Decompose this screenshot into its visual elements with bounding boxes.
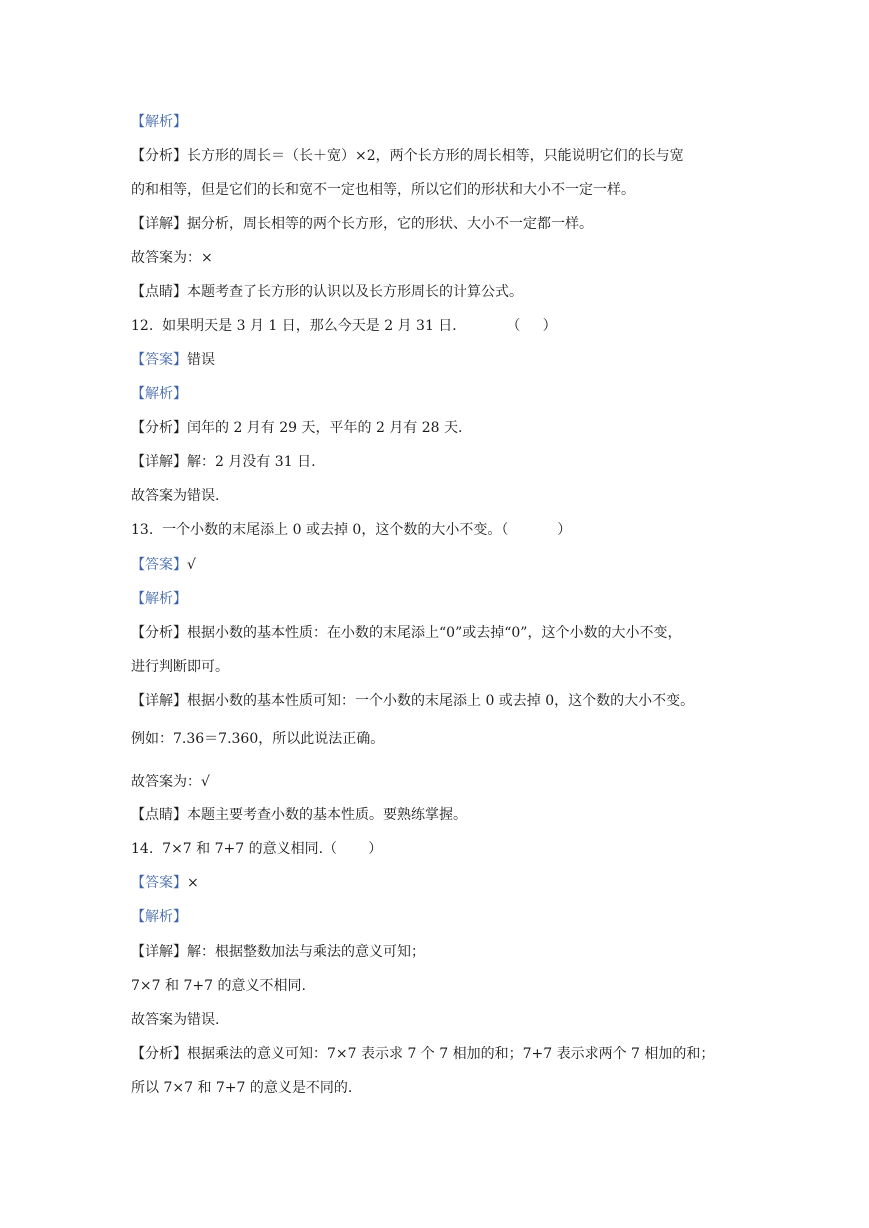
line-text: 长方形的周长＝（长＋宽）×2，两个长方形的周长相等，只能说明它们的长与宽 [187,148,684,164]
question-line [131,839,382,859]
line-text: 据分析，周长相等的两个长方形，它的形状、大小不一定都一样。 [187,216,593,232]
section-tag: 【分析】 [131,148,187,164]
section-tag: 【解析】 [131,591,187,607]
section-tag: 【分析】 [131,1046,187,1062]
text-line [131,384,187,404]
line-text: √ [187,557,196,573]
text-line [131,805,467,825]
line-text: 本题考查了长方形的认识以及长方形周长的计算公式。 [187,284,523,300]
text-line [131,873,199,893]
section-tag: 【答案】 [131,352,187,368]
text-line [131,907,187,927]
text-line [131,418,463,438]
text-line [131,772,210,792]
section-tag: 【详解】 [131,944,187,960]
line-text: 进行判断即可。 [131,659,229,675]
text-line [131,657,229,677]
text-line [131,214,593,234]
section-tag: 【答案】 [131,557,187,573]
text-line [131,350,215,370]
section-tag: 【答案】 [131,875,187,891]
line-text: × [187,875,199,891]
line-text: 的和相等，但是它们的长和宽不一定也相等，所以它们的形状和大小不一定一样。 [131,182,635,198]
line-text: 7×7 和 7+7 的意义不相同. [131,978,306,994]
line-text: 根据小数的基本性质：在小数的末尾添上“0”或去掉“0”，这个小数的大小不变， [187,625,682,641]
text-line [131,729,384,749]
line-text: 根据乘法的意义可知：7×7 表示求 7 个 7 相加的和；7+7 表示求两个 7 相加的和； [187,1046,715,1062]
text-line [131,623,681,643]
section-tag: 【解析】 [131,909,187,925]
section-tag: 【详解】 [131,216,187,232]
line-text: 解：2 月没有 31 日. [187,454,316,470]
section-tag: 【详解】 [131,454,187,470]
text-line [131,486,219,506]
line-text: 闰年的 2 月有 29 天，平年的 2 月有 28 天. [187,420,463,436]
text-line [131,180,635,200]
text-line [131,1078,352,1098]
line-text: 所以 7×7 和 7+7 的意义是不同的. [131,1080,353,1096]
section-tag: 【解析】 [131,114,187,130]
section-tag: 【分析】 [131,625,187,641]
text-line [131,1044,714,1064]
text-line [131,555,196,575]
text-line [131,1010,219,1030]
question-line [131,520,571,540]
text-line [131,691,694,711]
line-text: 故答案为错误. [131,1012,220,1028]
line-text: 故答案为：× [131,250,213,266]
line-text: 12. 如果明天是 3 月 1 日，那么今天是 2 月 31 日． （ ） [131,318,557,334]
line-text: 故答案为错误. [131,488,220,504]
line-text: 14. 7×7 和 7+7 的意义相同.（ ） [131,841,383,857]
text-line [131,112,187,132]
question-line [131,316,557,336]
line-text: 错误 [187,352,215,368]
line-text: 本题主要考查小数的基本性质。要熟练掌握。 [187,807,467,823]
line-text: 解：根据整数加法与乘法的意义可知； [187,944,425,960]
section-tag: 【点睛】 [131,807,187,823]
section-tag: 【分析】 [131,420,187,436]
section-tag: 【详解】 [131,693,187,709]
section-tag: 【解析】 [131,386,187,402]
text-line [131,976,306,996]
line-text: 故答案为：√ [131,774,210,790]
text-line [131,282,523,302]
line-text: 根据小数的基本性质可知：一个小数的末尾添上 0 或去掉 0，这个数的大小不变。 [187,693,695,709]
text-line [131,452,316,472]
line-text: 13. 一个小数的末尾添上 0 或去掉 0，这个数的大小不变。（ ） [131,522,572,538]
text-line [131,589,187,609]
text-line [131,146,684,166]
text-line [131,248,213,268]
line-text: 例如：7.36＝7.360，所以此说法正确。 [131,731,385,747]
text-line [131,942,425,962]
section-tag: 【点睛】 [131,284,187,300]
